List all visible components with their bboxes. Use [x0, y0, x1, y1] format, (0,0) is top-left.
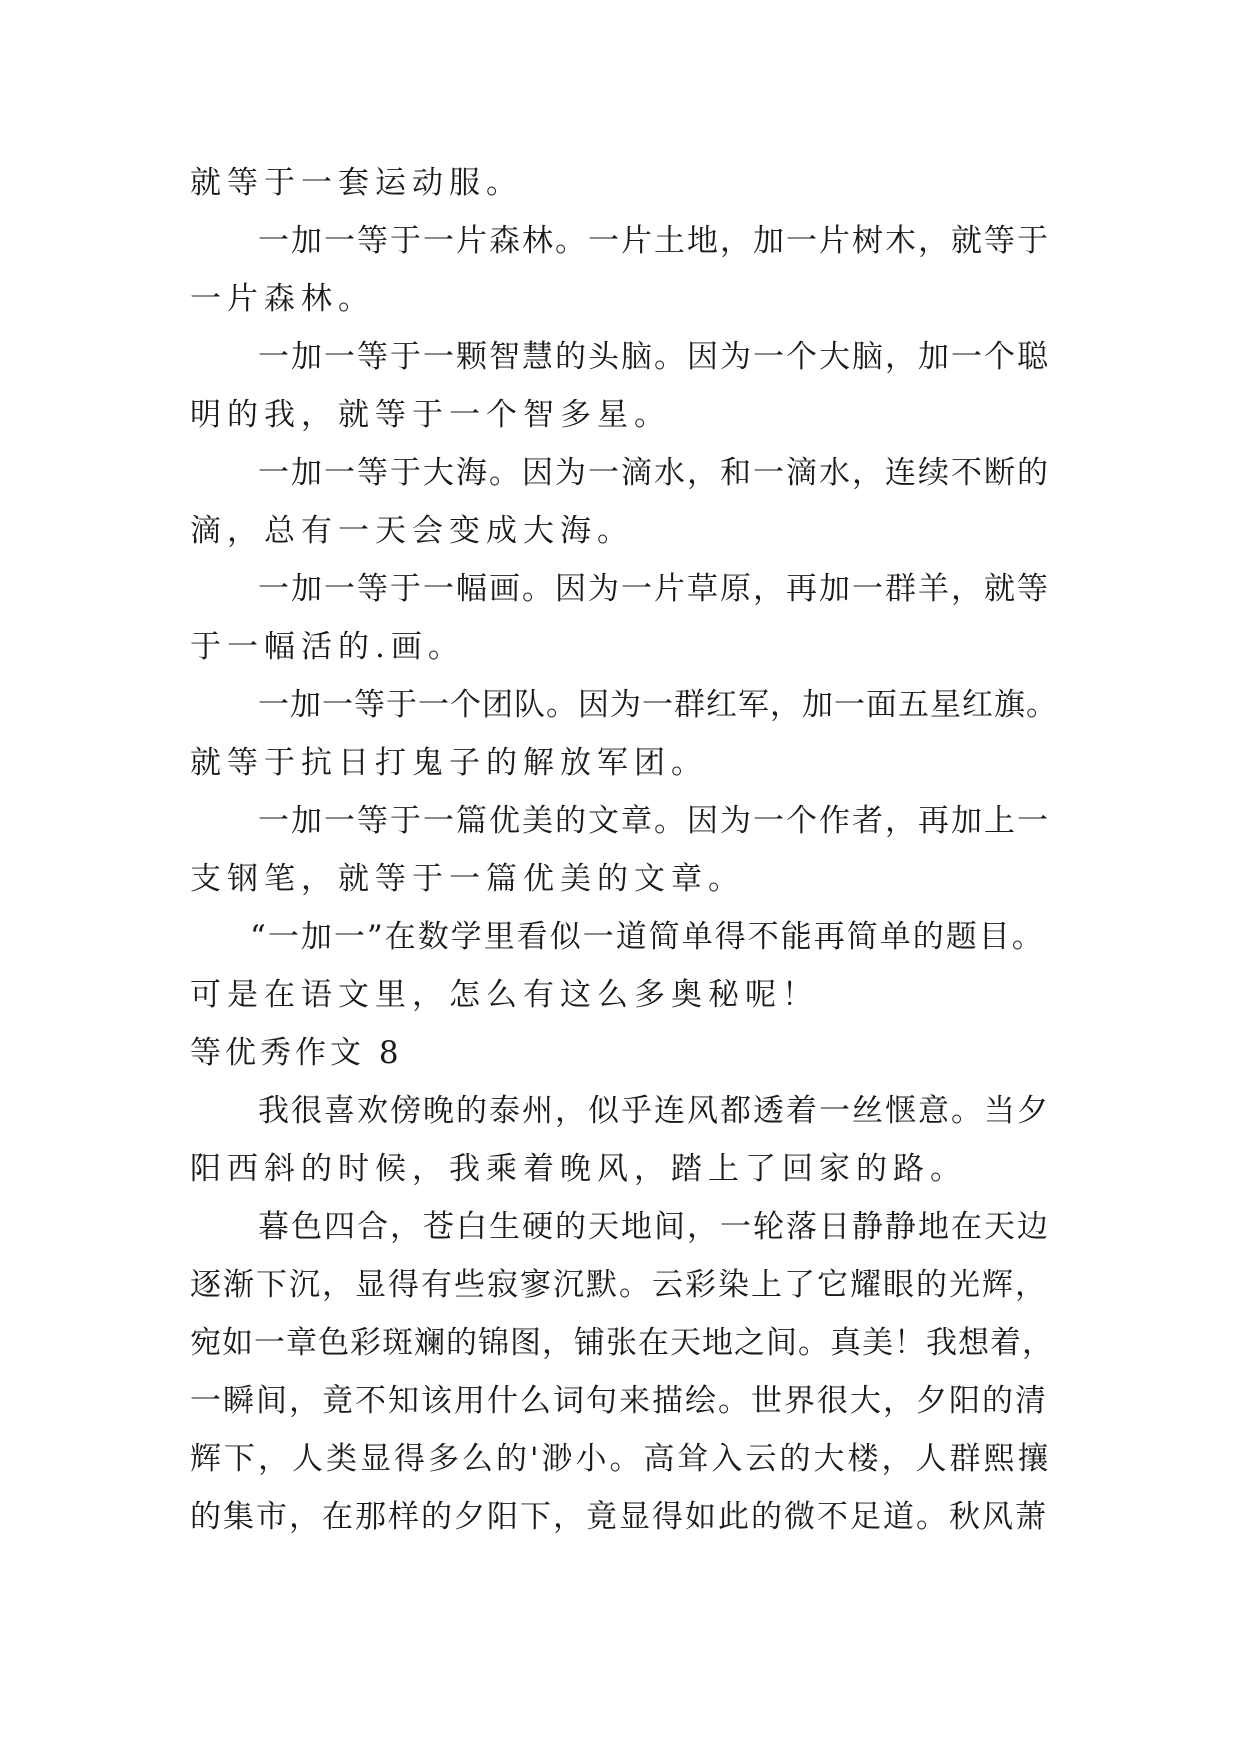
document-body [190, 154, 1070, 1546]
text-line: 就等于抗日打鬼子的解放军团。 [190, 745, 708, 781]
text-line: 一加一等于一幅画。因为一片草原，再加一群羊，就等 [258, 571, 1050, 607]
text-line: 于一幅活的.画。 [190, 629, 465, 665]
text-line: 阳西斜的时候，我乘着晚风，踏上了回家的路。 [190, 1151, 967, 1187]
text-line: 暮色四合，苍白生硬的天地间，一轮落日静静地在天边 [258, 1209, 1050, 1245]
text-line: 的集市，在那样的夕阳下，竟显得如此的微不足道。秋风萧 [190, 1499, 1048, 1535]
text-line: 一瞬间，竟不知该用什么词句来描绘。世界很大，夕阳的清 [190, 1383, 1048, 1419]
text-line: 滴，总有一天会变成大海。 [190, 513, 634, 549]
text-line: 支钢笔，就等于一篇优美的文章。 [190, 861, 745, 897]
text-line: 我很喜欢傍晚的泰州，似乎连风都透着一丝惬意。当夕 [258, 1093, 1050, 1129]
text-line: 可是在语文里，怎么有这么多奥秘呢！ [190, 977, 819, 1013]
text-line: 一片森林。 [190, 281, 375, 317]
text-line: 一加一等于一篇优美的文章。因为一个作者，再加上一 [258, 803, 1050, 839]
section-heading: 等优秀作文 8 [190, 1035, 403, 1071]
text-line: 辉下，人类显得多么的'渺小。高耸入云的大楼，人群熙攘 [190, 1441, 1052, 1477]
text-line: 逐渐下沉，显得有些寂寥沉默。云彩染上了它耀眼的光辉， [190, 1267, 1048, 1303]
text-line: 一加一等于一颗智慧的头脑。因为一个大脑，加一个聪 [258, 339, 1050, 375]
text-line: 宛如一章色彩斑斓的锦图，铺张在天地之间。真美！我想着， [190, 1325, 1054, 1361]
text-line: “一加一”在数学里看似一道简单得不能再简单的题目。 [250, 919, 1045, 955]
text-line: 一加一等于一片森林。一片土地，加一片树木，就等于 [258, 223, 1050, 259]
text-line: 一加一等于一个团队。因为一群红军，加一面五星红旗。 [258, 687, 1058, 723]
text-line: 就等于一套运动服。 [190, 165, 523, 201]
text-line: 明的我，就等于一个智多星。 [190, 397, 671, 433]
text-line: 一加一等于大海。因为一滴水，和一滴水，连续不断的 [258, 455, 1050, 491]
